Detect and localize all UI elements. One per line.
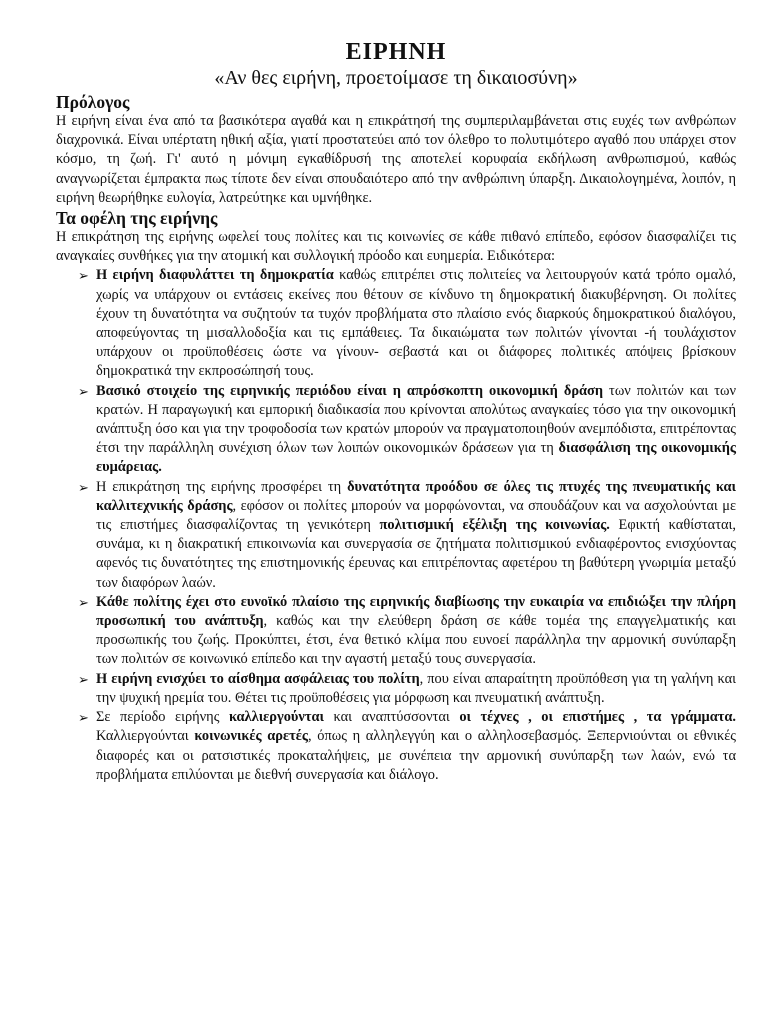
item-text: Καλλιεργούνται [96,728,195,745]
bold-phrase: δυνατότητα προόδου σε όλες τις πτυχές της πνευματικής και καλλιτεχνικής δράσης [96,478,736,514]
arrow-bullet-icon: ➢ [78,383,89,399]
bold-phrase: διασφάλιση της οικονομικής ευμάρειας. [96,440,737,476]
bold-phrase: Βασικό στοιχείο της ειρηνικής περιόδου είναι η απρόσκοπτη οικονομική δράση [96,382,604,399]
list-item [56,478,736,593]
item-text: Εφικτή καθίσταται, συνάμα, κι η διακρατική επικοινωνία και συνεργασία σε ζητήματα πολιτισμικού ενδιαφέροντος ενισχύοντας αφενός τις δυνατότητες της επιστημονικής έρευνας και επιτρέποντας αφετέρου τη βαθύτερη γνωριμία μεταξύ των διαφόρων λαών. [96,517,736,591]
arrow-bullet-icon: ➢ [78,594,89,610]
list-item [56,670,736,708]
item-text: καθώς επιτρέπει στις πολιτείες να λειτουργούν κατά τρόπο ομαλό, χωρίς να υπάρχουν οι εντάσεις εκείνες που θέτουν σε κίνδυνο τη δημοκρατική διακυβέρνηση. Οι πολίτες έχουν τη δυνατότητα να συζητούν τα τυχόν προβλήματα στο πλαίσιο ενός διαρκούς δημοκρατικού διαλόγου, αποφεύγοντας τη μισαλλοδοξία και τις εμπάθειες. Τα δικαιώματα των πολιτών γίνονται -ή τουλάχιστον υπάρχουν οι προϋποθέσεις ώστε να γίνουν- σεβαστά και οι διάφορες πολιτικές απόψεις βρίσκουν δημοκρατικά την εκπροσώπησή τους. [96,267,736,380]
item-text: , όπως η αλληλεγγύη και ο αλληλοσεβασμός. Ξεπερνιούνται οι εθνικές διαφορές και οι ρατσιστικές προκαταλήψεις, με συνέπεια την αρμονική συνύπαρξη των λαών, ενώ τα προβλήματα επιλύονται με διεθνή συνεργασία και διάλογο. [96,728,736,783]
bold-phrase: Η ειρήνη διαφυλάττει τη δημοκρατία [96,267,334,284]
bold-phrase: καλλιεργούνται [228,709,324,726]
benefits-heading: Τα οφέλη της ειρήνης [56,208,218,229]
arrow-bullet-icon: ➢ [78,479,89,495]
list-item [56,266,736,381]
arrow-bullet-icon: ➢ [78,671,89,687]
prologue-paragraph: Η ειρήνη είναι ένα από τα βασικότερα αγαθά και η επικράτησή της συμπεριλαμβάνεται στις ευχές των ανθρώπων διαχρονικά. Είναι υπέρτατη ηθική αξία, γιατί προστατεύει από τον όλεθρο το πολυτιμότερο αγαθό που υπάρχει στον κόσμο, τη ζωή. Γι' αυτό η μόνιμη εγκαθίδρυσή της αποτελεί κορυφαία εκδήλωση ανθρωπισμού, καθώς αναγνωρίζεται έμπρακτα πως τίποτε δεν είναι σπουδαιότερο από την ανθρώπινη ύπαρξη. Δικαιολογημένα, λοιπόν, η ειρήνη θεωρήθηκε ευλογία, λατρεύτηκε και υμνήθηκε. [56,113,736,206]
item-text: Η επικράτηση της ειρήνης προσφέρει τη [96,478,348,495]
bold-phrase: Η ειρήνη ενισχύει το αίσθημα ασφάλειας του πολίτη [96,670,420,687]
arrow-bullet-icon: ➢ [78,710,89,726]
prologue-heading: Πρόλογος [56,92,130,112]
bold-phrase: Κάθε πολίτης έχει στο ευνοϊκό πλαίσιο της ειρηνικής διαβίωσης την ευκαιρία να επιδιώξει την πλήρη προσωπική του ανάπτυξη [96,593,736,630]
bold-phrase: πολιτισμική εξέλιξη της κοινωνίας. [379,517,610,534]
benefits-list [56,266,736,784]
list-item [56,382,736,478]
arrow-bullet-icon: ➢ [78,268,89,284]
bold-phrase: κοινωνικές αρετές [194,728,309,745]
item-text: και αναπτύσσονται [323,709,460,726]
item-text: των πολιτών και των κρατών. Η παραγωγική και εμπορική διαδικασία που κρίνονται απολύτως αναγκαίες τόσο για την οικονομική ανάπτυξη όσο και για την τροφοδοσία των κρατών μπορούν να πραγματοποιηθούν ανεμπόδιστα, επιτρέποντας έτσι την παράλληλη συνέχιση όλων των λοιπών οικονομικών δράσεων για τη [96,382,736,457]
benefits-intro: Η επικράτηση της ειρήνης ωφελεί τους πολίτες και τις κοινωνίες σε κάθε πιθανό επίπεδο, εφόσον διασφαλίζει τις αναγκαίες συνθήκες για την ατομική και συλλογική πρόοδο και ευημερία. Ειδικότερα: [56,229,736,265]
item-text: Σε περίοδο ειρήνης [96,709,229,726]
document-title: ΕΙΡΗΝΗ [345,39,447,65]
list-item [56,593,736,670]
item-text: , που είναι απαραίτητη προϋπόθεση για τη γαλήνη και την ψυχική ηρεμία του. Θέτει τις προϋποθέσεις για μόρφωση και πνευματική ανάπτυξη. [96,670,736,706]
item-text: , καθώς και την ελεύθερη δράση σε κάθε τομέα της επαγγελματικής και προσωπικής του ζωής. Προκύπτει, έτσι, ένα θετικό κλίμα που ευνοεί παράλληλα την αρμονική συνύπαρξη των πολιτών σε κοινωνικό επίπεδο και την αγαστή μεταξύ τους συνεργασία. [96,613,736,668]
bold-phrase: οι τέχνες , οι επιστήμες , τα γράμματα. [459,709,736,726]
item-text: , εφόσον οι πολίτες μπορούν να μορφώνονται, να σπουδάζουν και να ασχολούνται με τις επιστήμες διασφαλίζοντας τη γενικότερη [96,497,736,534]
list-item [56,708,736,785]
document-subtitle: «Αν θες ειρήνη, προετοίμασε τη δικαιοσύνη» [214,67,578,89]
